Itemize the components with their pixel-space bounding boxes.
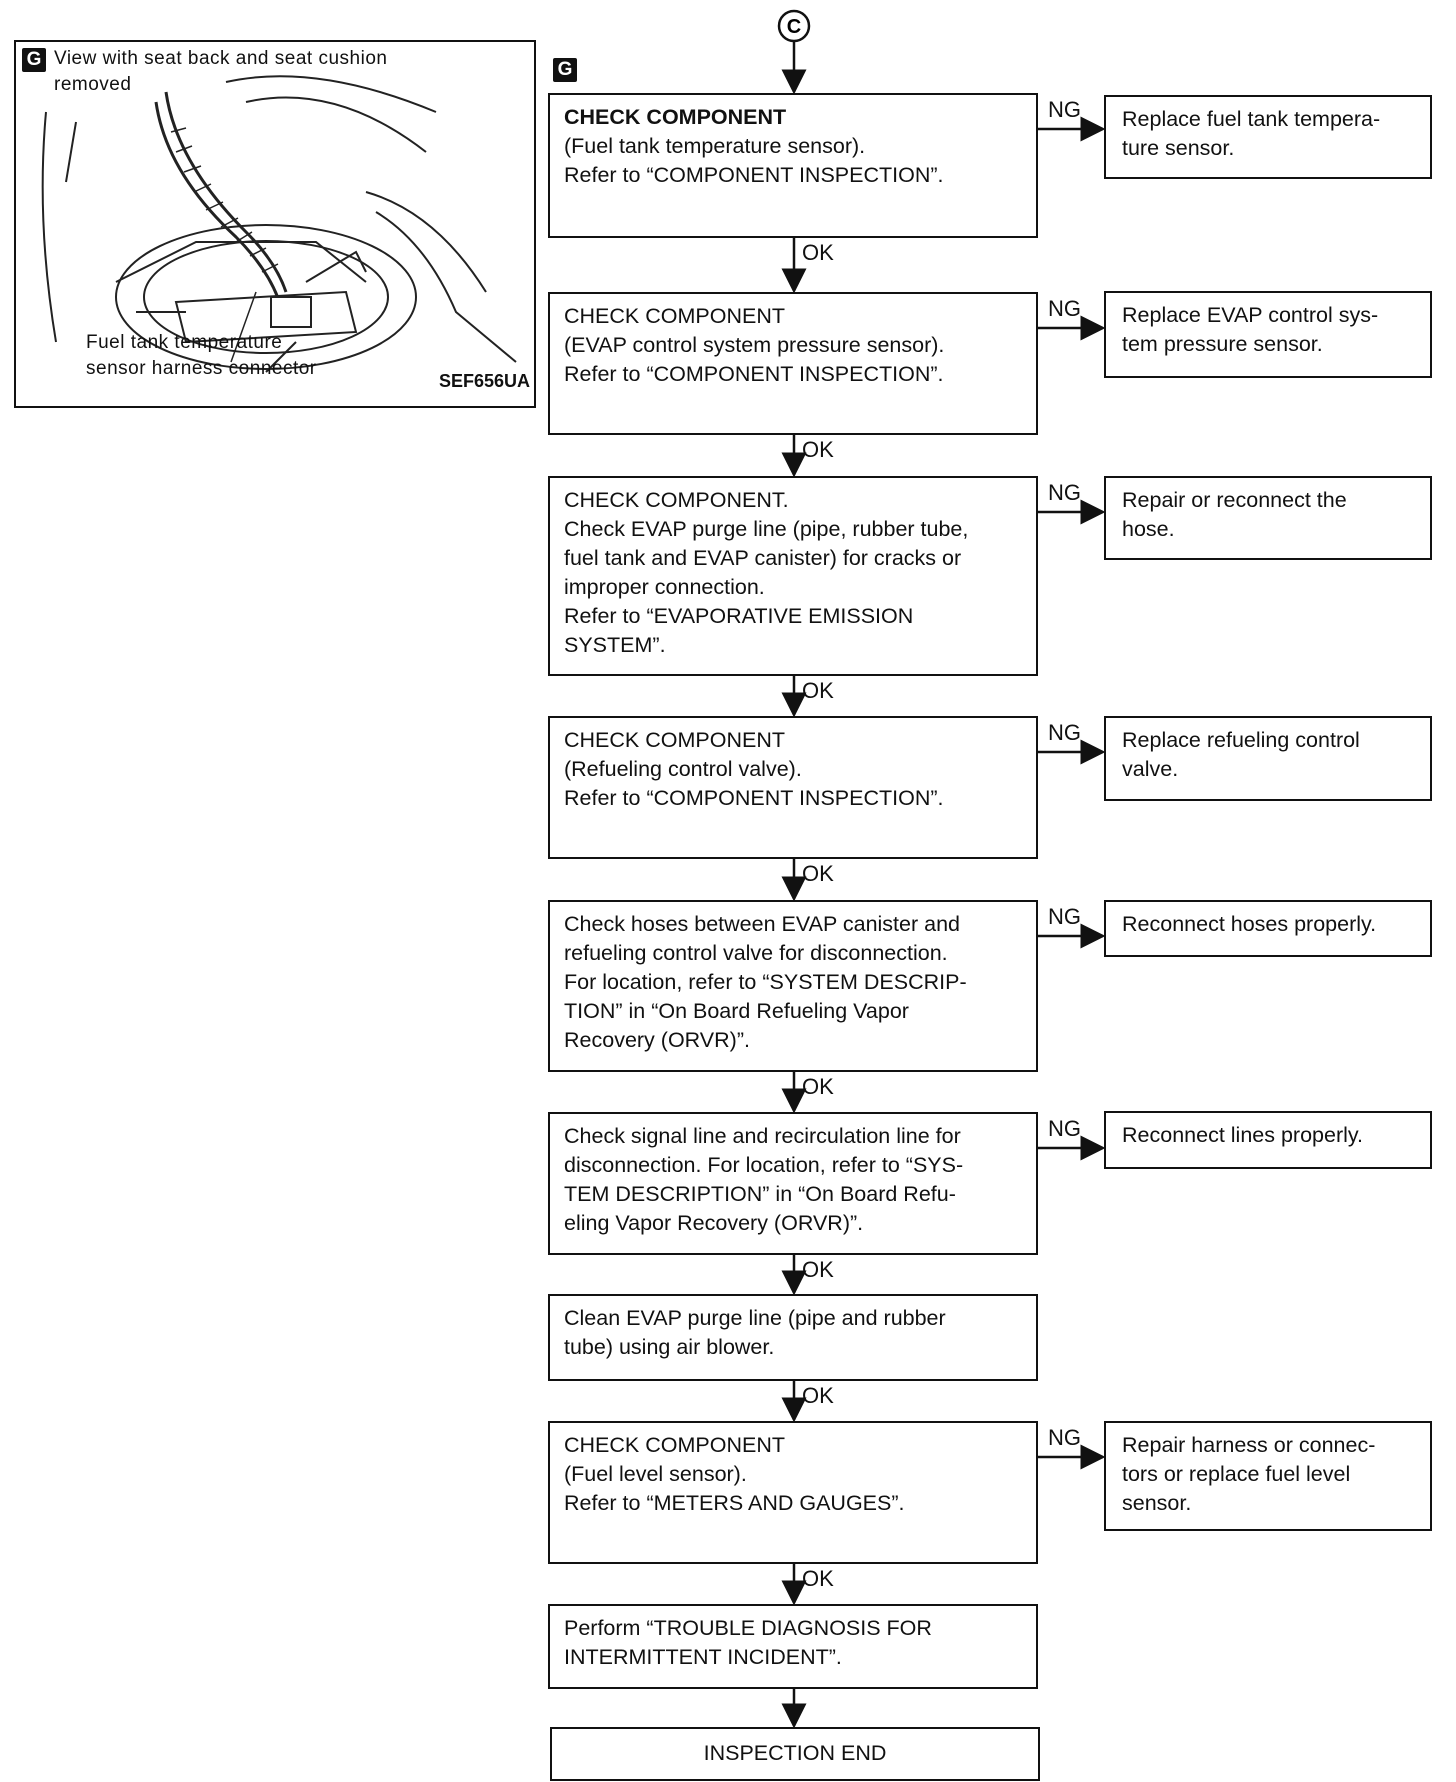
illustration-caption: View with seat back and seat cushion removed	[54, 48, 388, 95]
ok-label: OK	[802, 1257, 834, 1282]
step-box	[548, 900, 1038, 1072]
step-heading: CHECK COMPONENT	[564, 105, 787, 129]
step-box	[548, 476, 1038, 676]
step-box	[548, 716, 1038, 859]
ng-action-text: Reconnect lines properly.	[1122, 1123, 1364, 1147]
ok-label: OK	[802, 1566, 834, 1591]
step-box	[548, 292, 1038, 435]
step-body: (Fuel tank temperature sensor). Refer to “COMPONENT INSPECTION”.	[564, 134, 944, 187]
step-box	[548, 1421, 1038, 1564]
section-badge: G	[553, 58, 577, 82]
ng-label: NG	[1048, 480, 1081, 505]
ng-action-box	[1104, 1111, 1432, 1169]
ng-action-text: Replace EVAP control sys- tem pressure sensor.	[1122, 303, 1379, 356]
step-body: (Fuel level sensor). Refer to “METERS AND GAUGES”.	[564, 1462, 905, 1515]
ng-label: NG	[1048, 97, 1081, 122]
ng-action-box	[1104, 900, 1432, 957]
step-body: (Refueling control valve). Refer to “COMPONENT INSPECTION”.	[564, 757, 944, 810]
ng-action-text: Replace refueling control valve.	[1122, 728, 1360, 781]
ng-label: NG	[1048, 296, 1081, 321]
step-heading: CHECK COMPONENT.	[564, 488, 789, 512]
ok-label: OK	[802, 240, 834, 265]
figure-code: SEF656UA	[439, 371, 531, 391]
ok-label: OK	[802, 1383, 834, 1408]
step-heading: CHECK COMPONENT	[564, 728, 785, 752]
illustration-badge: G	[22, 48, 46, 72]
ng-action-text: Repair harness or connec- tors or replace fuel level sensor.	[1122, 1433, 1376, 1515]
ng-action-box	[1104, 716, 1432, 801]
connector-callout: Fuel tank temperature sensor harness connector	[86, 332, 317, 379]
step-body: Clean EVAP purge line (pipe and rubber tube) using air blower.	[564, 1306, 946, 1359]
ok-label: OK	[802, 1074, 834, 1099]
ng-action-text: Replace fuel tank tempera- ture sensor.	[1122, 107, 1381, 160]
ng-label: NG	[1048, 1116, 1081, 1141]
step-body: Check EVAP purge line (pipe, rubber tube, fuel tank and EVAP canister) for cracks or improper connection. Refer to “EVAPORATIVE EMISSION SYSTEM”.	[564, 517, 969, 657]
step-heading: CHECK COMPONENT	[564, 1433, 785, 1457]
step-heading: CHECK COMPONENT	[564, 304, 785, 328]
step-box	[548, 1294, 1038, 1381]
ok-label: OK	[802, 437, 834, 462]
ng-action-text: Reconnect hoses properly.	[1122, 912, 1377, 936]
ng-action-text: Repair or reconnect the hose.	[1122, 488, 1347, 541]
end-box	[550, 1727, 1040, 1781]
start-connector-label: C	[786, 16, 802, 38]
ok-label: OK	[802, 678, 834, 703]
ng-action-box	[1104, 291, 1432, 378]
ng-label: NG	[1048, 1425, 1081, 1450]
ng-label: NG	[1048, 904, 1081, 929]
step-body: Check signal line and recirculation line for disconnection. For location, refer to “SYS- TEM DESCRIPTION” in “On Board Refu- eling Vapor Recovery (ORVR)”.	[564, 1124, 964, 1235]
step-body: Check hoses between EVAP canister and refueling control valve for disconnection. For location, refer to “SYSTEM DESCRIP- TION” in “On Board Refueling Vapor Recovery (ORVR)”.	[564, 912, 967, 1052]
step-box	[548, 1604, 1038, 1689]
ng-label: NG	[1048, 720, 1081, 745]
step-box	[548, 93, 1038, 238]
step-box	[548, 1112, 1038, 1255]
ng-action-box	[1104, 95, 1432, 179]
ng-action-box	[1104, 1421, 1432, 1531]
step-body: Perform “TROUBLE DIAGNOSIS FOR INTERMITTENT INCIDENT”.	[564, 1616, 932, 1669]
ok-label: OK	[802, 861, 834, 886]
ng-action-box	[1104, 476, 1432, 560]
step-body: (EVAP control system pressure sensor). Refer to “COMPONENT INSPECTION”.	[564, 333, 945, 386]
end-label: INSPECTION END	[703, 1741, 887, 1765]
